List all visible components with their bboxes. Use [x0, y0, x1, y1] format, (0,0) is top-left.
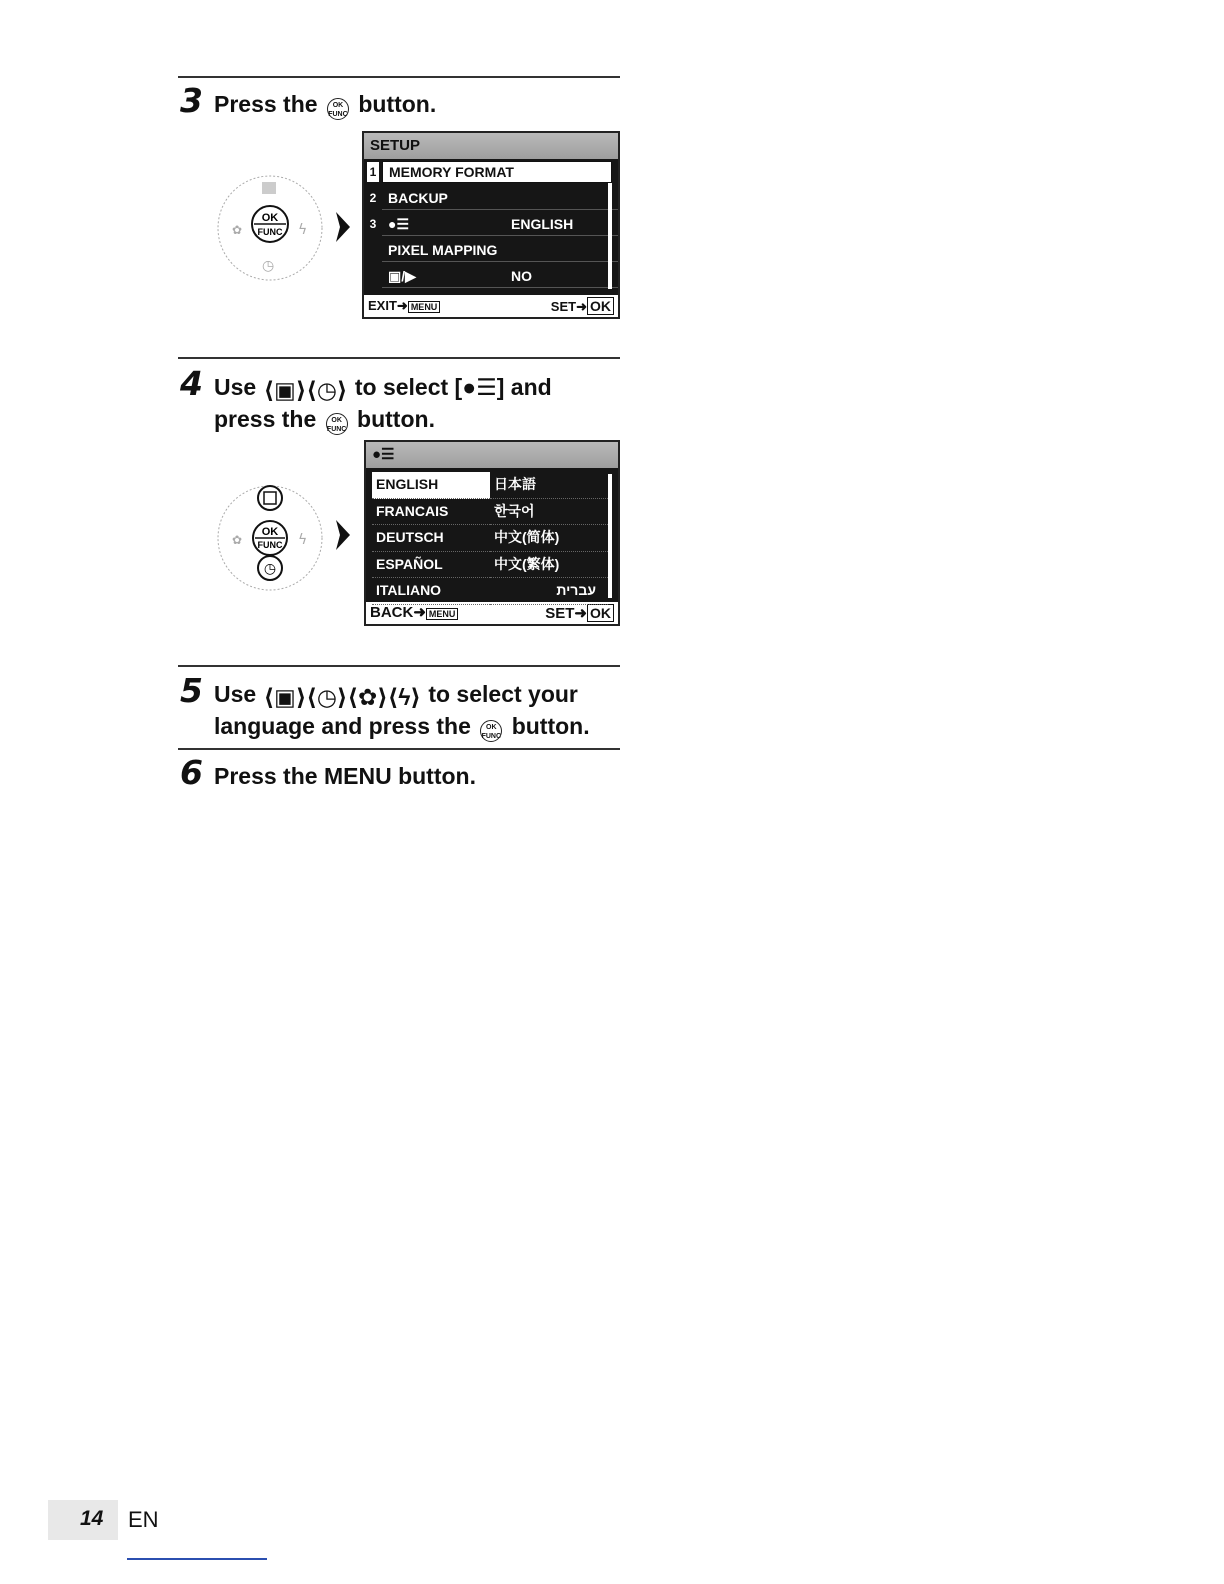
- svg-text:OK: OK: [261, 212, 279, 224]
- svg-text:◷: ◷: [263, 561, 277, 577]
- language-option[interactable]: ENGLISH: [372, 472, 490, 499]
- ok-func-button-icon: OK FUNC: [327, 98, 349, 120]
- screen-title: SETUP: [364, 133, 618, 159]
- language-option[interactable]: FRANCAIS: [372, 499, 490, 526]
- language-code: EN: [128, 1507, 159, 1532]
- step-text: button.: [358, 91, 437, 117]
- setup-menu-screen: [362, 131, 620, 319]
- step-number: 3: [180, 81, 203, 120]
- ok-func-button-icon: OK FUNC: [480, 720, 502, 742]
- step-3: [180, 81, 437, 120]
- language-icon: ●☰: [388, 215, 410, 232]
- menu-row: 2 BACKUP: [364, 185, 618, 211]
- step-5: 5 Use ⟨▣⟩⟨◷⟩⟨✿⟩⟨ϟ⟩ to select your language and press the OK FUNC button.: [180, 671, 590, 740]
- language-option[interactable]: DEUTSCH: [372, 525, 490, 552]
- step-text: Press the: [214, 91, 318, 117]
- ok-func-button-icon: OK FUNC: [326, 413, 348, 435]
- arrow-pad-icon: ⟨▣⟩⟨◷⟩⟨✿⟩⟨ϟ⟩: [263, 684, 421, 710]
- language-option[interactable]: 한국어: [490, 499, 608, 526]
- menu-button-label: MENU: [323, 763, 392, 789]
- arrow-right-icon: [334, 212, 350, 242]
- svg-text:FUNC: FUNC: [257, 227, 283, 237]
- control-dial-icon: [210, 168, 330, 288]
- language-menu-screen: [364, 440, 620, 626]
- step-number: 4: [180, 364, 203, 403]
- control-dial-icon: [210, 478, 330, 598]
- svg-text:ϟ: ϟ: [298, 532, 308, 548]
- step-4: 4 Use ⟨▣⟩⟨◷⟩ to select [●☰] and press the OK FUNC button.: [180, 364, 552, 433]
- screen-title: [366, 442, 618, 468]
- language-option[interactable]: ESPAÑOL: [372, 552, 490, 579]
- svg-text:FUNC: FUNC: [257, 540, 283, 550]
- svg-text:✿: ✿: [232, 533, 243, 547]
- language-option[interactable]: 日本語: [490, 472, 608, 499]
- divider: [178, 357, 620, 359]
- language-option[interactable]: עברית: [490, 578, 608, 605]
- screen-footer: EXIT➜ MENU SET➜ OK: [364, 295, 618, 317]
- menu-row: 1 MEMORY FORMAT: [364, 159, 618, 185]
- language-icon: ●☰: [372, 446, 395, 463]
- camera-playback-icon: ▣/▶: [388, 267, 416, 284]
- arrow-right-icon: [334, 520, 350, 550]
- divider: [178, 76, 620, 78]
- language-option[interactable]: 中文(繁体): [490, 552, 608, 579]
- up-down-arrow-icon: ⟨▣⟩⟨◷⟩: [263, 377, 348, 403]
- menu-row: PIXEL MAPPING: [364, 237, 618, 263]
- screen-footer: BACK➜ MENU SET➜ OK: [366, 602, 618, 624]
- language-icon: ●☰: [462, 374, 497, 400]
- footer-line: [127, 1558, 267, 1560]
- svg-text:ϟ: ϟ: [298, 222, 308, 238]
- svg-text:✿: ✿: [232, 223, 243, 237]
- menu-row: ▣/▶ NO: [364, 263, 618, 289]
- menu-row: 3 ●☰ ENGLISH: [364, 211, 618, 237]
- page-number-tab: [48, 1500, 118, 1540]
- divider: [178, 748, 620, 750]
- svg-text:OK: OK: [261, 526, 279, 538]
- language-option[interactable]: 中文(简体): [490, 525, 608, 552]
- step-number: 6: [180, 753, 203, 792]
- page-number: 14: [80, 1507, 104, 1530]
- divider: [178, 665, 620, 667]
- svg-text:◷: ◷: [262, 258, 275, 274]
- language-option[interactable]: ITALIANO: [372, 578, 490, 605]
- step-6: 6 Press the MENU button.: [180, 753, 476, 792]
- step-number: 5: [180, 671, 203, 710]
